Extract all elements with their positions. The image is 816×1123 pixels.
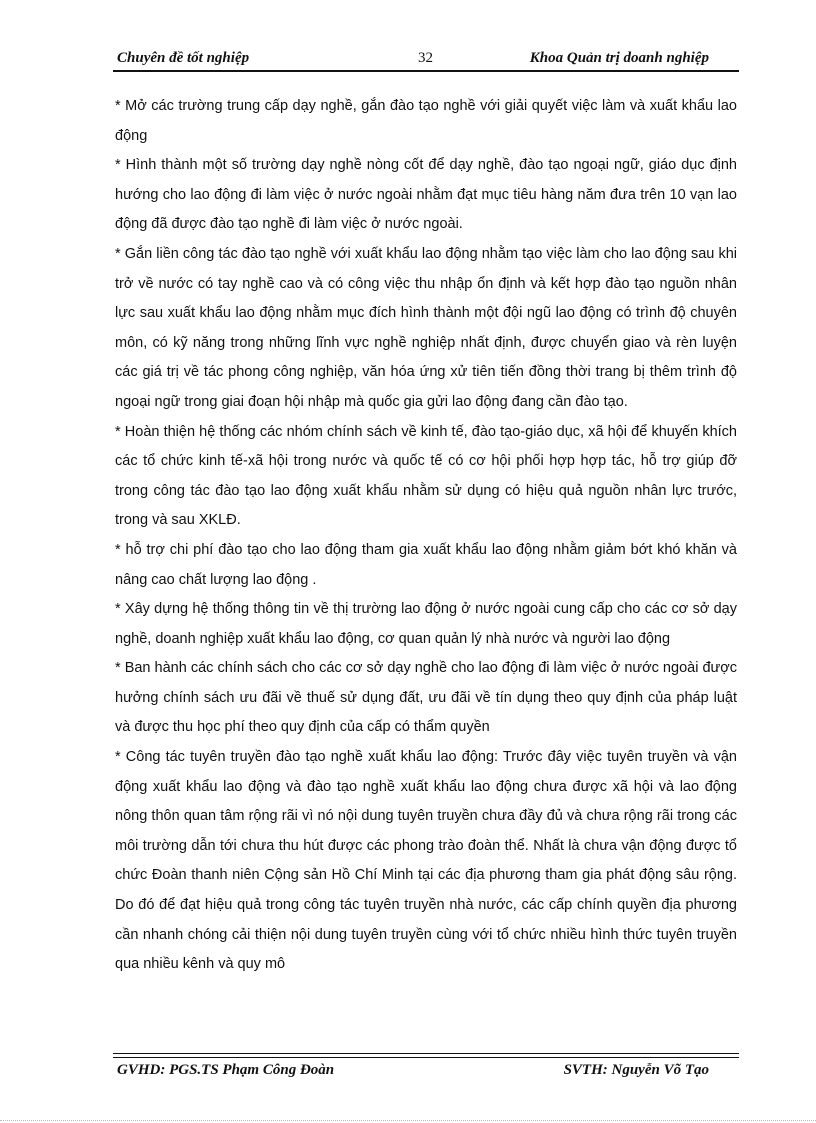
header-rule: [113, 70, 739, 72]
paragraph: * Công tác tuyên truyền đào tạo nghề xuất khẩu lao động: Trước đây việc tuyên truyền và vận động xuất khẩu lao động và đào tạo nghề xuất khẩu lao động chưa được xã hội và lao động nông thôn quan tâm rộng rãi vì nó nội dung tuyên truyền chưa đầy đủ và chưa rộng rãi trong các môi trường dẫn tới chưa thu hút được các phong trào đoàn thể. Nhất là chưa vận động được tổ chức Đoàn thanh niên Cộng sản Hồ Chí Minh tại các địa phương tham gia phát động sâu rộng. Do đó để đạt hiệu quả trong công tác tuyên truyền nhà nước, các cấp chính quyền địa phương cần nhanh chóng cải thiện nội dung tuyên truyền cùng với tổ chức nhiều hình thức tuyên truyền qua nhiều kênh và quy mô: [115, 749, 737, 973]
header-title: Chuyên đề tốt nghiệp: [117, 50, 250, 66]
paragraph: * Hình thành một số trường dạy nghề nòng cốt để dạy nghề, đào tạo ngoại ngữ, giáo dục định hướng cho lao động đi làm việc ở nước ngoài nhằm đạt mục tiêu hàng năm đưa trên 10 vạn lao động đã được đào tạo nghề đi làm việc ở nước ngoài.: [115, 157, 737, 233]
footer-rule: [113, 1053, 739, 1054]
footer-supervisor: GVHD: PGS.TS Phạm Công Đoàn: [117, 1062, 335, 1078]
page-edge-divider: [0, 1120, 816, 1121]
paragraph: * Mở các trường trung cấp dạy nghề, gắn đào tạo nghề với giải quyết việc làm và xuất khẩu lao động: [115, 98, 737, 144]
paragraph: * Hoàn thiện hệ thống các nhóm chính sách về kinh tế, đào tạo-giáo dục, xã hội để khuyến khích các tổ chức kinh tế-xã hội trong nước và quốc tế có cơ hội phối hợp hợp tác, hỗ trợ giúp đỡ trong công tác đào tạo lao động xuất khẩu nhằm sử dụng có hiệu quả nguồn nhân lực trước, trong và sau XKLĐ.: [115, 423, 737, 529]
page-footer: [113, 1062, 739, 1082]
footer-rule-double: [113, 1057, 739, 1058]
page-number: 32: [418, 50, 433, 66]
paragraph: * Ban hành các chính sách cho các cơ sở dạy nghề cho lao động đi làm việc ở nước ngoài được hưởng chính sách ưu đãi về thuế sử dụng đất, ưu đãi về tín dụng theo quy định của pháp luật và được thu học phí theo quy định của cấp có thẩm quyền: [115, 660, 737, 736]
header-faculty: Khoa Quản trị doanh nghiệp: [529, 50, 709, 66]
paragraph: * Gắn liền công tác đào tạo nghề với xuất khẩu lao động nhằm tạo việc làm cho lao động sau khi trở về nước có tay nghề cao và có công việc thu nhập ổn định và kết hợp đào tạo nguồn nhân lực sau xuất khẩu lao động nhằm mục đích hình thành một đội ngũ lao động có trình độ chuyên môn, có kỹ năng trong những lĩnh vực nghề nghiệp nhất định, được chuyển giao và rèn luyện các giá trị về tác phong công nghiệp, văn hóa ứng xử tiên tiến đồng thời trang bị thêm trình độ ngoại ngữ trong giai đoạn hội nhập mà quốc gia gửi lao động đang cần đào tạo.: [115, 245, 737, 410]
footer-student: SVTH: Nguyễn Võ Tạo: [563, 1062, 709, 1078]
document-body: [115, 92, 737, 980]
paragraph: * hỗ trợ chi phí đào tạo cho lao động tham gia xuất khẩu lao động nhằm giảm bớt khó khăn và nâng cao chất lượng lao động .: [115, 541, 737, 588]
page-header: [113, 48, 739, 70]
paragraph: * Xây dựng hệ thống thông tin về thị trường lao động ở nước ngoài cung cấp cho các cơ sở dạy nghề, doanh nghiệp xuất khẩu lao động, cơ quan quản lý nhà nước và người lao động: [115, 601, 737, 647]
